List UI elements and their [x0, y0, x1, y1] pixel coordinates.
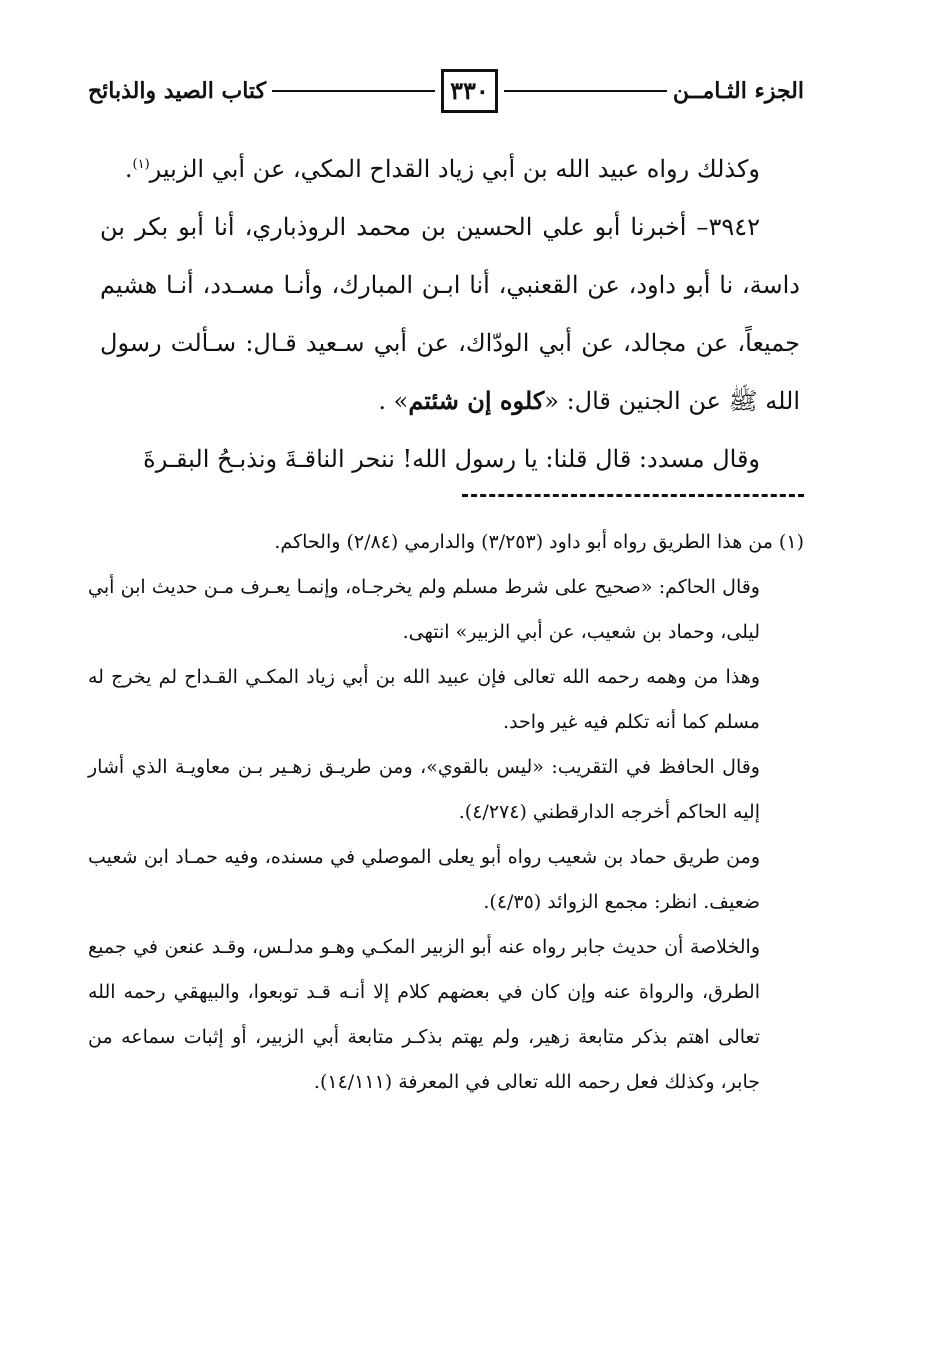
- main-text: [100, 140, 800, 488]
- footnote-1: (١) من هذا الطريق رواه أبو داود (٣/٢٥٣) والدارمي (٢/٨٤) والحاكم.: [274, 531, 804, 553]
- intro-text: وكذلك رواه عبيد الله بن أبي زياد القداح المكي، عن أبي الزبير: [149, 155, 760, 183]
- text-paragraph-intro: [100, 140, 800, 198]
- hadith-quote: كلوه إن شئتم: [408, 386, 545, 415]
- text-paragraph-last: وقال مسدد: قال قلنا: يا رسول الله! ننحر الناقـةَ ونذبـحُ البقـرةَ: [143, 445, 760, 473]
- footnote-paragraph-6: والخلاصة أن حديث جابر رواه عنه أبو الزبير المكـي وهـو مدلـس، وقـد عنعن في جميع الطرق، والرواة عنه وإن كان في بعضهم كلام إلا أنـه قـد توبعوا، والبيهقي رحمه الله تعالى اهتم بذكر متابعة زهير، ولم يهتم بذكـر متابعة أبي الزبير، أو إثبات سماعه من جابر، وكذلك فعل رحمه الله تعالى في المعرفة (١٤/١١١).: [88, 936, 760, 1093]
- header-rule-left: [272, 90, 435, 92]
- hadith-text: – أخبرنا أبو علي الحسين بن محمد الروذباري، أنا أبو بكر بن داسة، نا أبو داود، عن القعنبي، أنا ابـن المبارك، وأنـا مسـدد، أنـا هشيم جميعاً، عن مجالد، عن أبي الودّاك، عن أبي سـعيد قـال: سـألت رسول الله ﷺ عن الجنين قال: «: [100, 213, 800, 415]
- footnote-reference: (١): [132, 157, 150, 172]
- footnote-separator: [462, 494, 804, 497]
- intro-end: .: [124, 155, 133, 183]
- hadith-paragraph: [100, 198, 800, 430]
- footnotes: [88, 520, 804, 1105]
- footnote-paragraph-5: ومن طريق حماد بن شعيب رواه أبو يعلى الموصلي في مسنده، وفيه حمـاد ابن شعيب ضعيف. انظر: مجمع الزوائد (٤/٣٥).: [88, 846, 760, 913]
- footnote-paragraph-2: وقال الحاكم: «صحيح على شرط مسلم ولم يخرجـاه، وإنمـا يعـرف مـن حديث ابن أبي ليلى، وحماد بن شعيب، عن أبي الزبير» انتهى.: [88, 576, 760, 643]
- footnote-paragraph-4: وقال الحافظ في التقريب: «ليس بالقوي»، ومن طريـق زهـير بـن معاويـة الذي أشار إليه الحاكم أخرجه الدارقطني (٤/٢٧٤).: [88, 756, 760, 823]
- part-title: الجزء الثـامــن: [672, 78, 804, 104]
- footnote-paragraph-3: وهذا من وهمه رحمه الله تعالى فإن عبيد الله بن أبي زياد المكـي القـداح لم يخرج له مسلم كما أنه تكلم فيه غير واحد.: [88, 666, 760, 733]
- book-title: كتاب الصيد والذبائح: [87, 78, 267, 104]
- header-rule-right: [504, 90, 667, 92]
- page-header: [88, 66, 804, 116]
- hadith-end: » .: [378, 387, 409, 415]
- page-number: ٣٣٠: [441, 69, 498, 113]
- hadith-number: ٣٩٤٢: [708, 213, 760, 241]
